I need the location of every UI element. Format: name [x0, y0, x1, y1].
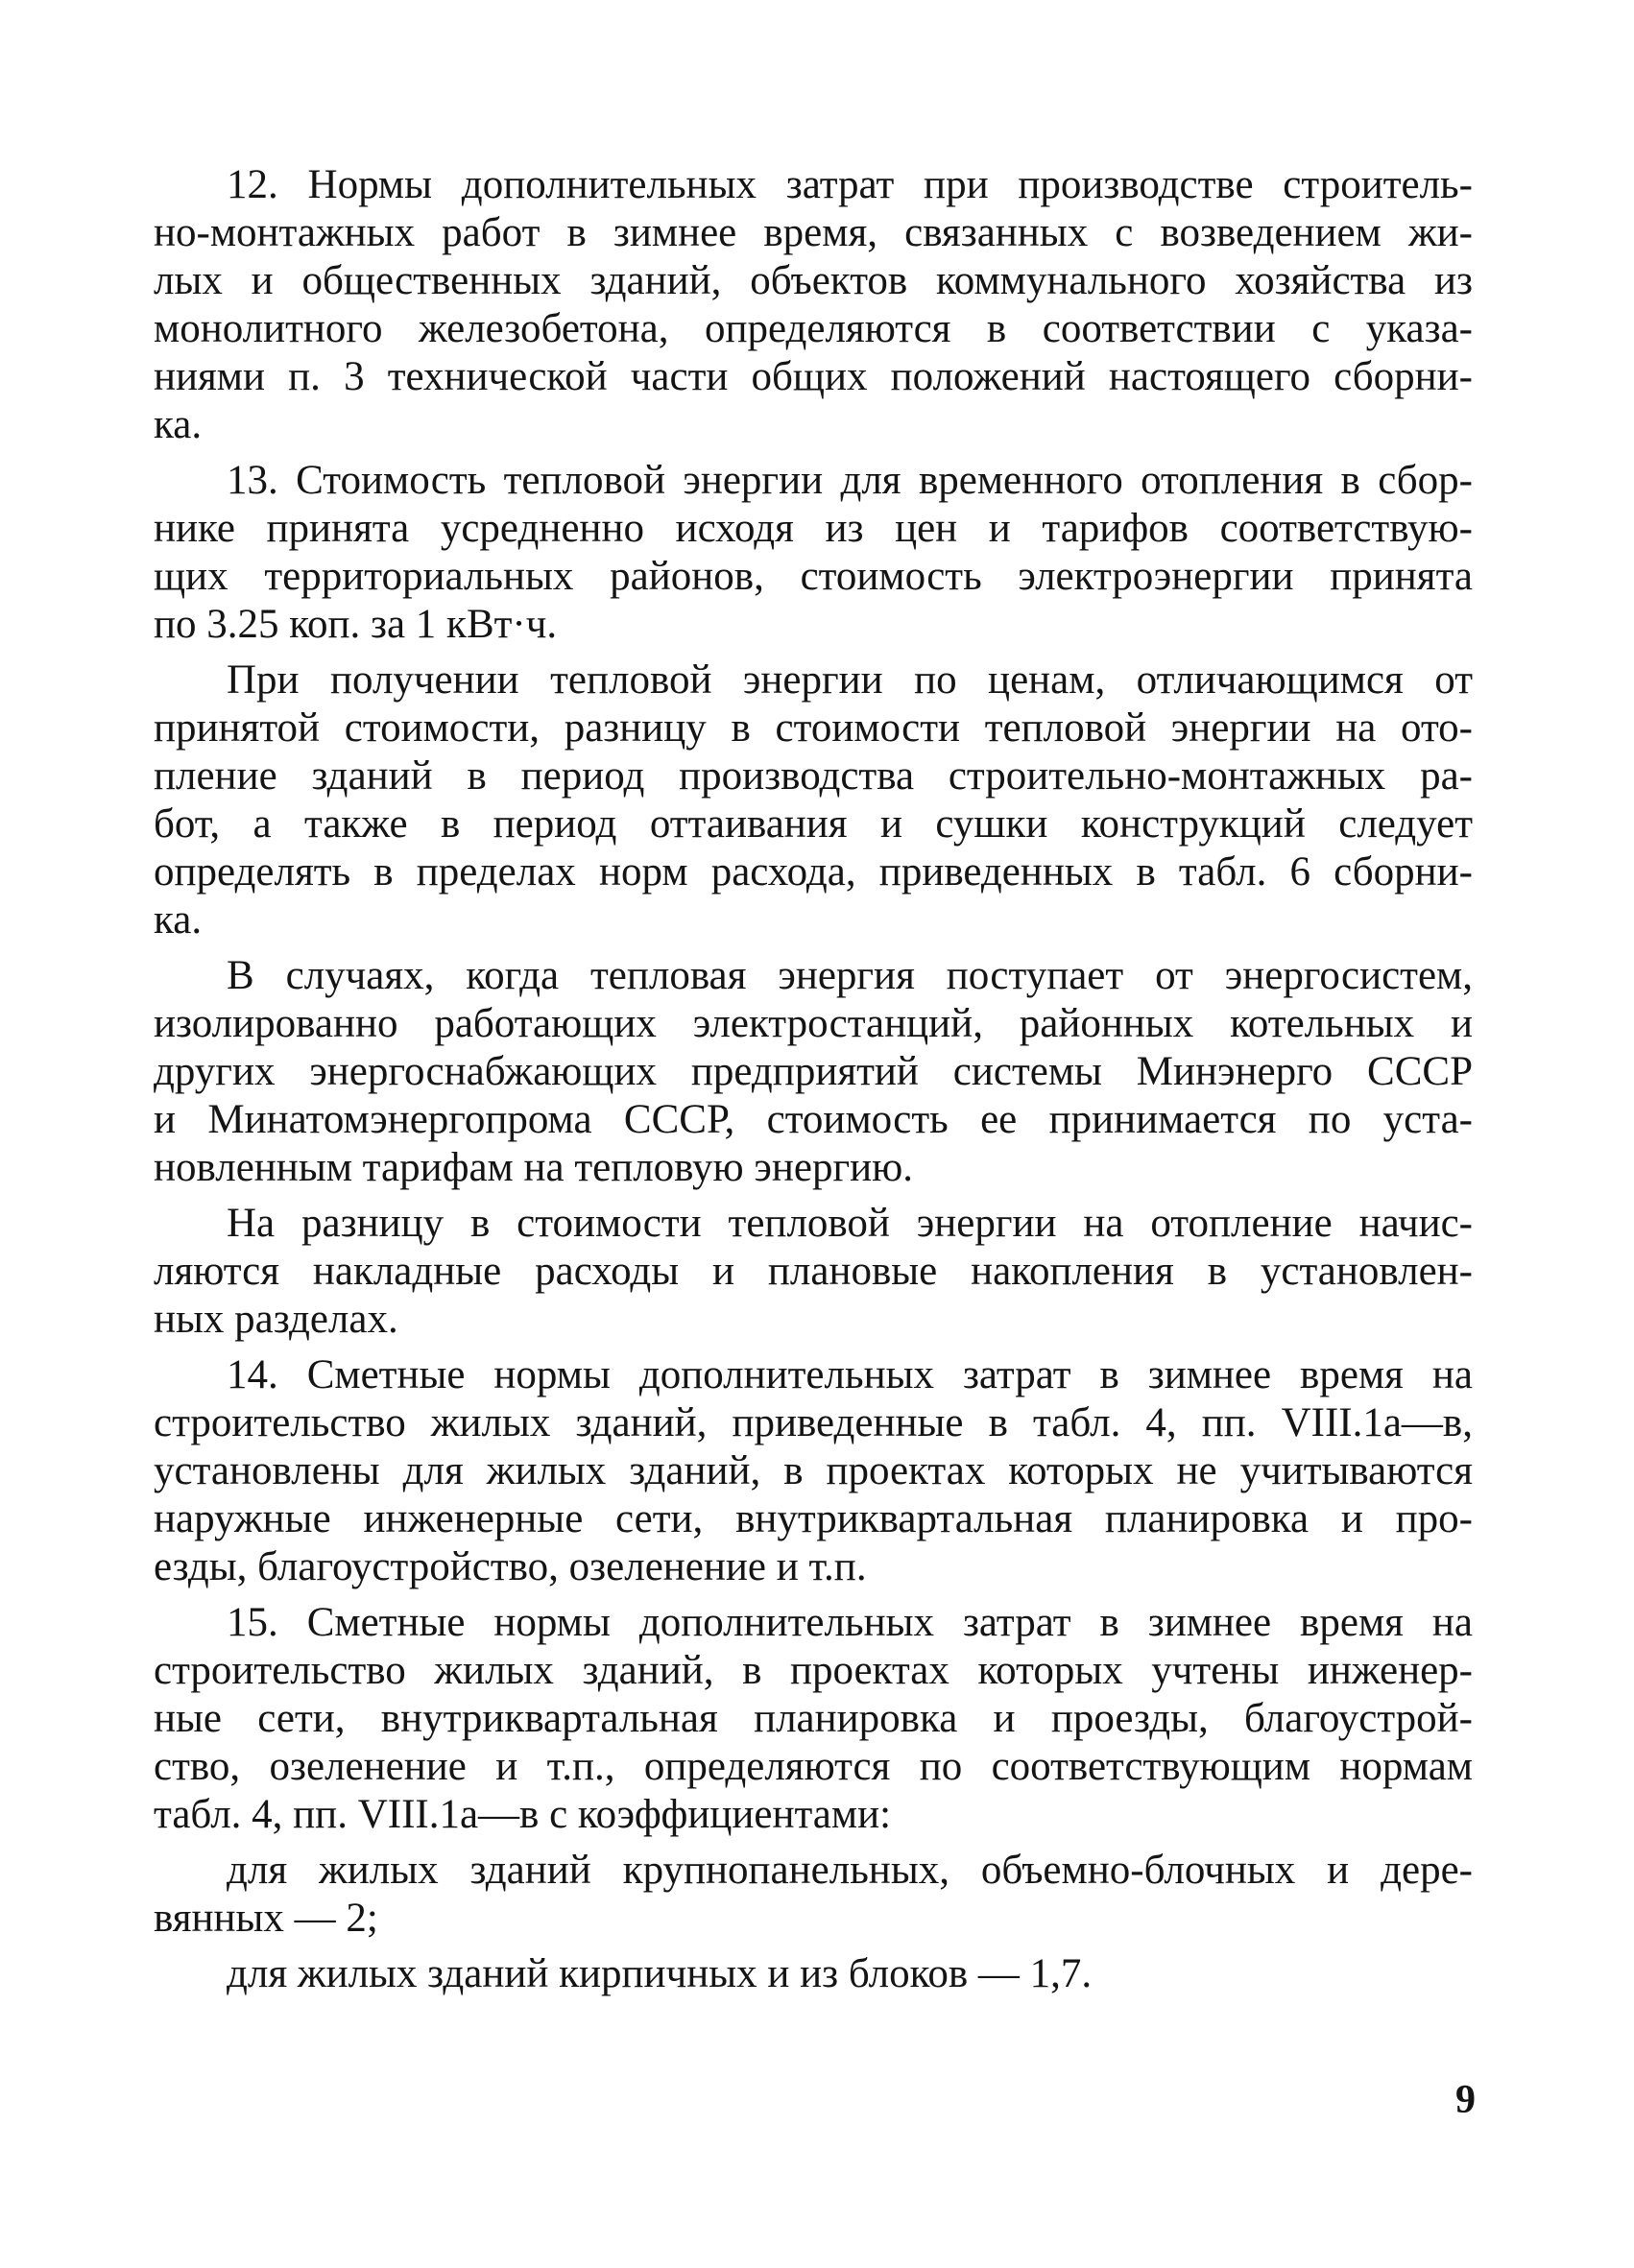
text-line: бот, а также в период оттаивания и сушки конструкций следует — [154, 801, 1473, 847]
paragraph-14 — [154, 1351, 1473, 1591]
text-line: по 3.25 коп. за 1 кВт·ч. — [154, 602, 558, 647]
text-line: 14. Сметные нормы дополнительных затрат в зимнее время на — [227, 1352, 1473, 1397]
text-line: В случаях, когда тепловая энергия поступает от энергосистем, — [227, 953, 1473, 998]
text-line: принятой стоимости, разницу в стоимости тепловой энергии на ото- — [154, 705, 1473, 751]
text-line: для жилых зданий кирпичных и из блоков — 1,7. — [227, 1951, 1093, 1996]
text-line: для жилых зданий крупнопанельных, объемно-блочных и дере- — [227, 1848, 1473, 1893]
text-line: ство, озеленение и т.п., определяются по соответствующим нормам — [154, 1744, 1473, 1789]
text-line: монолитного железобетона, определяются в соответствии с указа- — [154, 306, 1473, 351]
text-line: ниями п. 3 технической части общих положений настоящего сборни- — [154, 354, 1473, 399]
paragraph-heat-price — [154, 657, 1473, 944]
body-text — [154, 161, 1473, 2006]
text-line: ные сети, внутриквартальная планировка и проезды, благоустрой- — [154, 1696, 1473, 1741]
text-line: наружные инженерные сети, внутриквартальная планировка и про- — [154, 1496, 1473, 1541]
text-line: строительство жилых зданий, в проектах которых учтены инженер- — [154, 1648, 1473, 1693]
text-line: строительство жилых зданий, приведенные в табл. 4, пп. VIII.1а—в, — [154, 1400, 1473, 1445]
paragraph-13 — [154, 457, 1473, 649]
text-line: но-монтажных работ в зимнее время, связанных с возведением жи- — [154, 210, 1473, 255]
text-line: щих территориальных районов, стоимость электроэнергии принята — [154, 554, 1473, 599]
text-line: ных разделах. — [154, 1297, 398, 1342]
text-line: определять в пределах норм расхода, приведенных в табл. 6 сборни- — [154, 849, 1473, 895]
paragraph-overhead — [154, 1200, 1473, 1344]
text-line: вянных — 2; — [154, 1896, 378, 1941]
text-line: установлены для жилых зданий, в проектах которых не учитываются — [154, 1448, 1473, 1493]
text-line: лых и общественных зданий, объектов коммунального хозяйства из — [154, 258, 1473, 303]
paragraph-coefficient-panel — [154, 1847, 1473, 1943]
text-line: и Минатомэнергопрома СССР, стоимость ее принимается по уста- — [154, 1097, 1473, 1142]
text-line: езды, благоустройство, озеленение и т.п. — [154, 1544, 867, 1589]
text-line: других энергоснабжающих предприятий системы Минэнерго СССР — [154, 1049, 1473, 1094]
text-line: 15. Сметные нормы дополнительных затрат в зимнее время на — [227, 1600, 1473, 1645]
text-line: ка. — [154, 402, 203, 447]
paragraph-12 — [154, 161, 1473, 449]
text-line: 13. Стоимость тепловой энергии для временного отопления в сбор- — [227, 458, 1473, 503]
text-line: новленным тарифам на тепловую энергию. — [154, 1145, 913, 1190]
text-line: На разницу в стоимости тепловой энергии на отопление начис- — [227, 1201, 1473, 1246]
paragraph-energy-systems — [154, 952, 1473, 1192]
text-line: изолированно работающих электростанций, районных котельных и — [154, 1001, 1473, 1046]
paragraph-15 — [154, 1599, 1473, 1839]
text-line: ляются накладные расходы и плановые накопления в установлен- — [154, 1249, 1473, 1294]
paragraph-coefficient-brick — [154, 1950, 1473, 1998]
text-line: При получении тепловой энергии по ценам, отличающимся от — [227, 657, 1473, 703]
text-line: 12. Нормы дополнительных затрат при производстве строитель- — [227, 162, 1473, 207]
text-line: нике принята усредненно исходя из цен и тарифов соответствую- — [154, 506, 1473, 551]
page-number: 9 — [1455, 2078, 1476, 2122]
text-line: ка. — [154, 897, 203, 943]
text-line: табл. 4, пп. VIII.1а—в с коэффициентами: — [154, 1792, 892, 1837]
text-line: пление зданий в период производства строительно-монтажных ра- — [154, 753, 1473, 799]
